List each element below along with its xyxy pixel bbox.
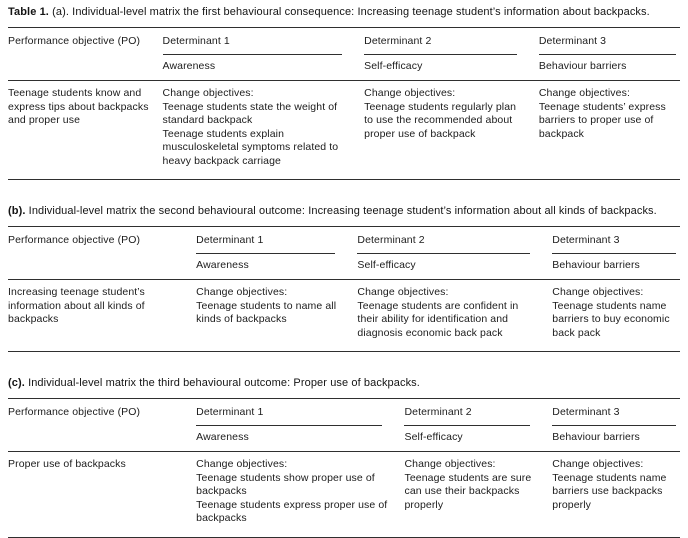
column-header-po: Performance objective (PO) (8, 227, 196, 280)
table-section-a (8, 5, 680, 180)
cell-line: Teenage students name barriers to buy economic back pack (552, 299, 670, 339)
table-caption-c (8, 376, 680, 390)
caption-text-a: (a). Individual-level matrix the first behavioural consequence: Increasing teenage student’s information about backpacks. (52, 6, 650, 18)
column-header-determinant-2: Determinant 2 (404, 399, 552, 426)
determinant-header-row (8, 399, 680, 426)
determinant-1-construct: Awareness (163, 55, 365, 81)
matrix-table-a (8, 27, 680, 180)
po-cell: Teenage students know and express tips about backpacks and proper use (8, 81, 163, 180)
determinant-header-row (8, 28, 680, 55)
po-cell: Proper use of backpacks (8, 452, 196, 538)
determinant-3-construct: Behaviour barriers (539, 55, 680, 81)
cell-line: Teenage students are confident in their ability for identification and diagnosis economic back pack (357, 299, 519, 339)
determinant-2-construct: Self-efficacy (404, 426, 552, 452)
cell-line: Change objectives: (357, 286, 449, 298)
determinant-2-construct: Self-efficacy (364, 55, 539, 81)
cell-line: Teenage students name barriers use backpacks properly (552, 471, 667, 511)
determinant-2-cell (364, 81, 539, 180)
cell-line: Teenage students express proper use of backpacks (196, 498, 388, 524)
column-header-po: Performance objective (PO) (8, 399, 196, 452)
cell-line: Change objectives: (196, 286, 288, 298)
determinant-3-cell (539, 81, 680, 180)
column-header-determinant-2: Determinant 2 (364, 28, 539, 55)
cell-line: Change objectives: (552, 286, 644, 298)
table-section-c (8, 376, 680, 538)
cell-line: Teenage students regularly plan to use the recommended about proper use of backpack (364, 100, 517, 140)
determinant-1-cell (163, 81, 365, 180)
cell-line: Change objectives: (538, 87, 630, 99)
column-header-determinant-3: Determinant 3 (552, 227, 680, 254)
cell-line: Teenage students are sure can use their backpacks properly (404, 471, 532, 511)
caption-text-c: Individual-level matrix the third behavioural outcome: Proper use of backpacks. (28, 377, 420, 389)
caption-label-b: (b). (8, 205, 26, 217)
table-caption-a (8, 5, 680, 19)
po-cell: Increasing teenage student’s information about all kinds of backpacks (8, 280, 196, 352)
cell-line: Change objectives: (552, 458, 644, 470)
column-header-determinant-1: Determinant 1 (196, 399, 404, 426)
cell-line: Change objectives: (196, 458, 288, 470)
determinant-3-cell (552, 452, 680, 538)
determinant-3-construct: Behaviour barriers (552, 426, 680, 452)
caption-label-c: (c). (8, 377, 25, 389)
cell-line: Teenage students explain musculoskeletal symptoms related to heavy backpack carriage (162, 127, 339, 167)
determinant-3-construct: Behaviour barriers (552, 254, 680, 280)
matrix-table-b (8, 226, 680, 352)
cell-line: Change objectives: (404, 458, 496, 470)
column-header-determinant-2: Determinant 2 (357, 227, 552, 254)
caption-label-a: Table 1. (8, 6, 49, 18)
table-section-b (8, 204, 680, 352)
table-row (8, 81, 680, 180)
column-header-determinant-1: Determinant 1 (163, 28, 365, 55)
table-caption-b (8, 204, 680, 218)
caption-text-b: Individual-level matrix the second behavioural outcome: Increasing teenage student’s information about all kinds of backpacks. (28, 205, 657, 217)
determinant-1-cell (196, 452, 404, 538)
determinant-2-cell (404, 452, 552, 538)
determinant-2-construct: Self-efficacy (357, 254, 552, 280)
determinant-2-cell (357, 280, 552, 352)
cell-line: Teenage students state the weight of standard backpack (162, 100, 338, 126)
column-header-determinant-3: Determinant 3 (539, 28, 680, 55)
determinant-3-cell (552, 280, 680, 352)
cell-line: Change objectives: (162, 87, 254, 99)
cell-line: Teenage students show proper use of backpacks (196, 471, 375, 497)
column-header-determinant-1: Determinant 1 (196, 227, 357, 254)
cell-line: Change objectives: (364, 87, 456, 99)
column-header-po: Performance objective (PO) (8, 28, 163, 81)
column-header-determinant-3: Determinant 3 (552, 399, 680, 426)
cell-line: Teenage students to name all kinds of backpacks (196, 299, 337, 325)
determinant-1-construct: Awareness (196, 254, 357, 280)
determinant-1-cell (196, 280, 357, 352)
table-row (8, 280, 680, 352)
cell-line: Teenage students’ express barriers to proper use of backpack (538, 100, 666, 140)
table-row (8, 452, 680, 538)
determinant-1-construct: Awareness (196, 426, 404, 452)
matrix-table-c (8, 398, 680, 538)
determinant-header-row (8, 227, 680, 254)
